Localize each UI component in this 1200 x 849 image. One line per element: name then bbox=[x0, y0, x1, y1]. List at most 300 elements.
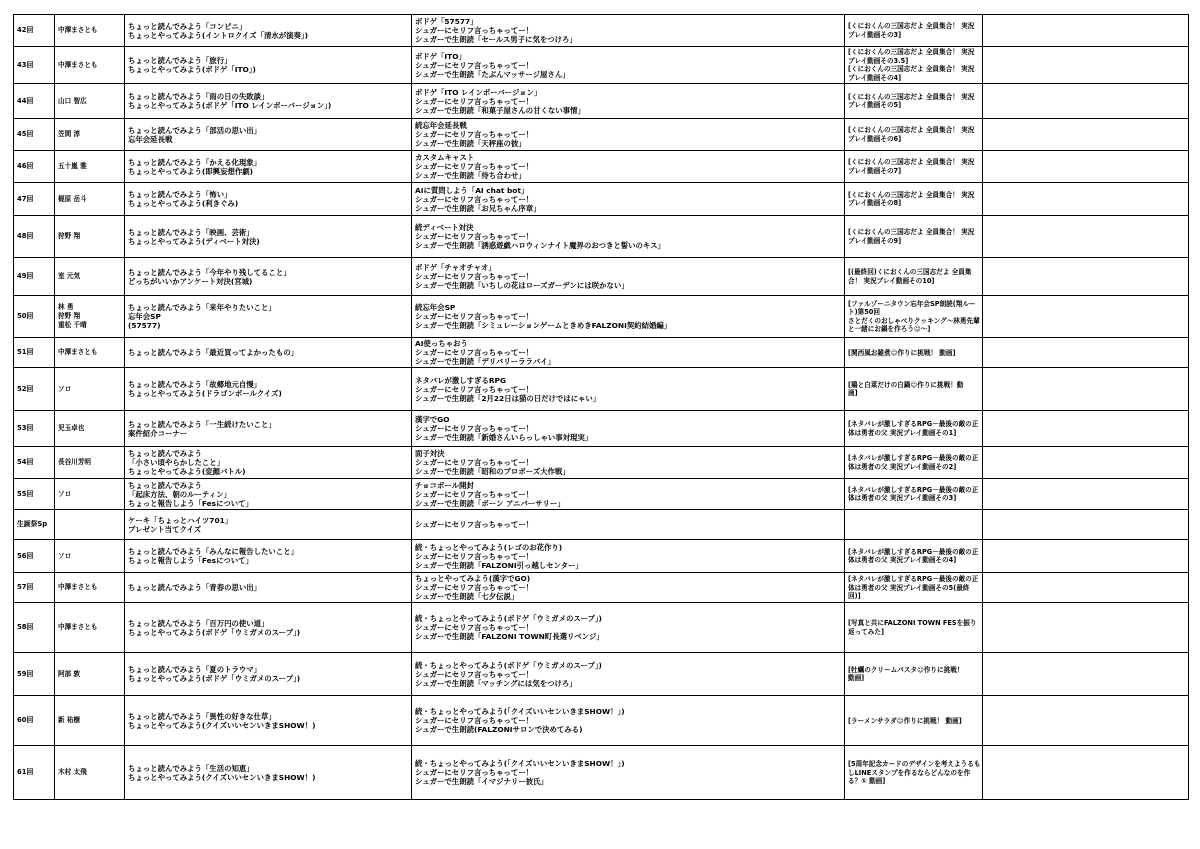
table-row bbox=[14, 258, 1189, 296]
segment-cell-line: シュガーで生朗読「2月22日は猫の日だけではにゃい」 bbox=[415, 393, 601, 403]
table-row bbox=[14, 447, 1189, 479]
table-row bbox=[14, 540, 1189, 573]
cast-cell bbox=[55, 603, 125, 653]
extra-cell-line: [くにおくんの三国志だよ 全員集合！ 実況 bbox=[848, 126, 975, 135]
cast-cell bbox=[55, 183, 125, 216]
episode-table-body bbox=[14, 15, 1189, 800]
segment-cell-line: ボドゲ「ITO」 bbox=[415, 51, 466, 61]
cast-cell bbox=[55, 119, 125, 151]
corner-cell bbox=[125, 573, 412, 603]
cast-cell bbox=[55, 411, 125, 447]
corner-cell bbox=[125, 510, 412, 540]
extra-cell bbox=[845, 258, 983, 296]
corner-cell-line: ちょっと読んでみよう「かえる化現象」 bbox=[128, 157, 262, 167]
segment-cell-line: シュガーで生朗読「七夕伝説」 bbox=[415, 592, 519, 602]
cast-cell-line: 山口 智広 bbox=[58, 96, 87, 105]
blank-cell bbox=[983, 447, 1189, 479]
episode-number: 44回 bbox=[14, 84, 55, 119]
segment-cell-line: 漢字でGO bbox=[415, 415, 450, 425]
segment-cell-line: 面子対決 bbox=[415, 449, 445, 459]
segment-cell-line: シュガーで生朗読「FALZONI TOWN町長選リベンジ」 bbox=[415, 632, 604, 642]
table-row bbox=[14, 653, 1189, 696]
corner-cell-line: ちょっと読んでみよう「旅行」 bbox=[128, 56, 232, 66]
extra-cell-line: プレイ動画その3.5] bbox=[848, 56, 909, 65]
segment-cell-line: ボドゲ「ITO レインボーバージョン」 bbox=[415, 87, 542, 97]
episode-number: 57回 bbox=[14, 573, 55, 603]
extra-cell-line: ト)第50回 bbox=[848, 308, 880, 317]
segment-cell-line: シュガーにセリフ言っちゃってー！ bbox=[415, 26, 534, 35]
corner-cell-line: ちょっとやってみよう(ボドゲ「ITO」) bbox=[128, 65, 256, 75]
corner-cell-line: 案件紹介コーナー bbox=[128, 428, 188, 438]
extra-cell-line: 返ってみた] bbox=[848, 627, 884, 636]
corner-cell bbox=[125, 183, 412, 216]
corner-cell-line: ちょっとやってみよう(ボドゲ「ITO レインボーバージョン」) bbox=[128, 101, 332, 111]
segment-cell bbox=[412, 510, 845, 540]
cast-cell bbox=[55, 746, 125, 800]
cast-cell-line: 室 元気 bbox=[58, 272, 81, 281]
corner-cell-line: ちょっと報告しよう「Fesについて」 bbox=[128, 556, 253, 566]
episode-number: 43回 bbox=[14, 47, 55, 84]
corner-cell-line: ちょっとやってみよう(変顔バトル) bbox=[128, 467, 246, 477]
cast-cell bbox=[55, 510, 125, 540]
cast-cell bbox=[55, 84, 125, 119]
cast-cell-line: 中澤まさとも bbox=[58, 348, 98, 357]
cast-cell-line: 長谷川芳明 bbox=[58, 458, 91, 467]
extra-cell-line: [ファルゾーニタウン忘年会SP朗読(翔ルー bbox=[848, 299, 976, 308]
corner-cell-line: ちょっと読んでみよう「部活の思い出」 bbox=[128, 125, 262, 135]
blank-cell bbox=[983, 653, 1189, 696]
extra-cell bbox=[845, 573, 983, 603]
episode-number: 45回 bbox=[14, 119, 55, 151]
blank-cell bbox=[983, 151, 1189, 183]
blank-cell bbox=[983, 338, 1189, 368]
corner-cell-line: ちょっとやってみよう(イントロクイズ「清水が演奏」) bbox=[128, 30, 308, 40]
extra-cell-line: 体は勇者の父 実況プレイ動画その1] bbox=[848, 428, 957, 437]
table-row bbox=[14, 573, 1189, 603]
corner-cell-line: ちょっと読んでみよう「生活の知恵」 bbox=[128, 763, 254, 773]
corner-cell bbox=[125, 151, 412, 183]
segment-cell-line: シュガーで生朗読「デリバリーララバイ」 bbox=[415, 357, 556, 367]
episode-number: 42回 bbox=[14, 15, 55, 47]
corner-cell-line: ちょっとやってみよう(クイズいいセンいきまSHOW！) bbox=[128, 772, 316, 782]
segment-cell-line: シュガーで生朗読「セールス男子に気をつけろ」 bbox=[415, 35, 577, 44]
blank-cell bbox=[983, 603, 1189, 653]
table-row bbox=[14, 696, 1189, 746]
segment-cell bbox=[412, 338, 845, 368]
episode-number: 60回 bbox=[14, 696, 55, 746]
extra-cell-line: プレイ動画その9] bbox=[848, 236, 902, 245]
segment-cell-line: シュガーで生朗読「イマジナリー彼氏」 bbox=[415, 777, 548, 787]
cast-cell bbox=[55, 216, 125, 258]
segment-cell-line: シュガーにセリフ言っちゃってー！ bbox=[415, 162, 534, 172]
extra-cell bbox=[845, 15, 983, 47]
table-row bbox=[14, 510, 1189, 540]
corner-cell bbox=[125, 653, 412, 696]
table-row bbox=[14, 338, 1189, 368]
table-row bbox=[14, 47, 1189, 84]
corner-cell bbox=[125, 479, 412, 510]
extra-cell-line: 画] bbox=[848, 389, 858, 398]
extra-cell bbox=[845, 119, 983, 151]
extra-cell-line: プレイ動画その5] bbox=[848, 101, 902, 110]
cast-cell bbox=[55, 540, 125, 573]
segment-cell-line: シュガーにセリフ言っちゃってー！ bbox=[415, 583, 534, 593]
corner-cell bbox=[125, 696, 412, 746]
table-row bbox=[14, 479, 1189, 510]
extra-cell-line: [くにおくんの三国志だよ 全員集合！ 実況 bbox=[848, 48, 975, 56]
segment-cell-line: シュガーで生朗読「いちしの花はローズガーデンには咲かない」 bbox=[415, 281, 629, 291]
segment-cell bbox=[412, 479, 845, 510]
extra-cell-line: プレイ動画その8] bbox=[848, 199, 902, 208]
segment-cell-line: シュガーにセリフ言っちゃってー！ bbox=[415, 716, 534, 726]
cast-cell bbox=[55, 479, 125, 510]
cast-cell-line: ソロ bbox=[58, 489, 72, 498]
corner-cell-line: ちょっとやってみよう(利きぐみ) bbox=[128, 199, 239, 209]
segment-cell-line: シュガーにセリフ言っちゃってー！ bbox=[415, 60, 534, 70]
corner-cell-line: ちょっと読んでみよう「最近買ってよかったもの」 bbox=[128, 348, 298, 358]
blank-cell bbox=[983, 573, 1189, 603]
cast-cell-line: ソロ bbox=[58, 384, 72, 393]
corner-cell-line: ちょっとやってみよう(ボドゲ「ウミガメのスープ」) bbox=[128, 627, 301, 637]
segment-cell-line: ボドゲ「57577」 bbox=[415, 17, 478, 26]
corner-cell bbox=[125, 258, 412, 296]
episode-number: 51回 bbox=[14, 338, 55, 368]
extra-cell bbox=[845, 296, 983, 338]
extra-cell-line: [写真と共にFALZONI TOWN FESを振り bbox=[848, 619, 977, 628]
segment-cell-line: シュガーにセリフ言っちゃってー！ bbox=[415, 272, 534, 282]
segment-cell-line: 続・ちょっとやってみよう(ボドゲ「ウミガメのスープ」) bbox=[415, 660, 602, 670]
segment-cell bbox=[412, 603, 845, 653]
segment-cell-line: シュガーで生朗読(FALZONIサロンで決めてみる) bbox=[415, 725, 583, 735]
cast-cell bbox=[55, 696, 125, 746]
corner-cell bbox=[125, 47, 412, 84]
cast-cell-line: 笠間 淳 bbox=[58, 130, 81, 139]
extra-cell bbox=[845, 447, 983, 479]
corner-cell-line: ちょっと読んでみよう「みんなに報告したいこと」 bbox=[128, 547, 298, 557]
corner-cell bbox=[125, 603, 412, 653]
corner-cell-line: 忘年会SP bbox=[128, 312, 161, 322]
corner-cell-line: ちょっと読んでみよう「来年やりたいこと」 bbox=[128, 303, 276, 313]
corner-cell-line: ちょっと読んでみよう「映画、芸術」 bbox=[128, 227, 254, 237]
extra-cell-line: しLINEスタンプを作るならどんなのを作 bbox=[848, 768, 971, 777]
extra-cell-line: [くにおくんの三国志だよ 全員集合！ 実況 bbox=[848, 65, 975, 74]
extra-cell-line: [(最終回)くにおくんの三国志だよ 全員集 bbox=[848, 268, 972, 277]
blank-cell bbox=[983, 216, 1189, 258]
segment-cell bbox=[412, 653, 845, 696]
episode-number: 52回 bbox=[14, 368, 55, 411]
extra-cell bbox=[845, 746, 983, 800]
extra-cell-line: [くにおくんの三国志だよ 全員集合！ 実況 bbox=[848, 158, 975, 167]
segment-cell bbox=[412, 84, 845, 119]
corner-cell-line: (57577) bbox=[128, 321, 161, 331]
corner-cell-line: ちょっと読んでみよう「怖い」 bbox=[128, 190, 232, 200]
segment-cell-line: シュガーにセリフ言っちゃってー！ bbox=[415, 312, 534, 322]
table-row bbox=[14, 411, 1189, 447]
extra-cell-line: [ラーメンサラダ☺作りに挑戦！ 動画] bbox=[848, 716, 962, 725]
cast-cell-line: 中澤まさとも bbox=[58, 26, 98, 34]
corner-cell-line: 「起床方法、朝のルーティン」 bbox=[128, 489, 231, 499]
corner-cell-line: 忘年会延長戦 bbox=[128, 134, 173, 144]
corner-cell bbox=[125, 540, 412, 573]
extra-cell bbox=[845, 368, 983, 411]
segment-cell bbox=[412, 540, 845, 573]
blank-cell bbox=[983, 368, 1189, 411]
extra-cell-line: [くにおくんの三国志だよ 全員集合！ 実況 bbox=[848, 190, 975, 199]
cast-cell bbox=[55, 338, 125, 368]
extra-cell bbox=[845, 338, 983, 368]
corner-cell bbox=[125, 368, 412, 411]
segment-cell bbox=[412, 151, 845, 183]
corner-cell-line: ちょっと読んでみよう bbox=[128, 480, 202, 490]
cast-cell bbox=[55, 447, 125, 479]
segment-cell-line: カスタムキャスト bbox=[415, 153, 475, 163]
episode-number: 59回 bbox=[14, 653, 55, 696]
extra-cell-line: [5周年記念カードのデザインを考えようるも bbox=[848, 759, 981, 768]
extra-cell bbox=[845, 411, 983, 447]
extra-cell-line: さとだくのおしゃべりクッキング～林勇先輩 bbox=[848, 316, 980, 325]
corner-cell-line: ちょっと読んでみよう「一生続けたいこと」 bbox=[128, 419, 276, 429]
corner-cell-line: ちょっとやってみよう(ドラゴンボールクイズ) bbox=[128, 389, 282, 399]
segment-cell-line: チョコボール開封 bbox=[415, 480, 474, 490]
segment-cell-line: 続忘年会延長戦 bbox=[415, 121, 467, 131]
blank-cell bbox=[983, 510, 1189, 540]
cast-cell bbox=[55, 573, 125, 603]
segment-cell-line: ちょっとやってみよう(漢字でGO) bbox=[415, 574, 531, 584]
extra-cell bbox=[845, 479, 983, 510]
cast-cell bbox=[55, 368, 125, 411]
segment-cell-line: AI使っちゃおう bbox=[415, 339, 468, 349]
cast-cell-line: ソロ bbox=[58, 551, 72, 560]
segment-cell bbox=[412, 411, 845, 447]
extra-cell bbox=[845, 540, 983, 573]
episode-number: 54回 bbox=[14, 447, 55, 479]
extra-cell-line: 体は勇者の父 実況プレイ動画その4] bbox=[848, 556, 957, 565]
extra-cell-line: 動画] bbox=[848, 674, 865, 683]
corner-cell-line: ちょっとやってみよう(ディベート対決) bbox=[128, 236, 260, 246]
segment-cell-line: 続・ちょっとやってみよう(「クイズいいセンいきまSHOW！」) bbox=[415, 707, 625, 717]
blank-cell bbox=[983, 479, 1189, 510]
segment-cell-line: 続忘年会SP bbox=[415, 303, 456, 313]
extra-cell-line: 体は勇者の父 実況プレイ動画その5(最終 bbox=[848, 583, 970, 592]
extra-cell-line: [くにおくんの三国志だよ 全員集合！ 実況 bbox=[848, 228, 975, 237]
segment-cell-line: シュガーで生朗読「新婚さんいらっしゃい事対現実」 bbox=[415, 433, 593, 443]
cast-cell-line: 狩野 翔 bbox=[58, 232, 81, 241]
extra-cell bbox=[845, 151, 983, 183]
segment-cell bbox=[412, 447, 845, 479]
segment-cell bbox=[412, 368, 845, 411]
cast-cell-line: 木村 太飛 bbox=[58, 768, 87, 777]
cast-cell-line: 五十嵐 雅 bbox=[58, 162, 87, 171]
extra-cell-line: [ネタバレが激しすぎるRPG－最後の敵の正 bbox=[848, 574, 979, 583]
episode-number: 58回 bbox=[14, 603, 55, 653]
table-row bbox=[14, 119, 1189, 151]
extra-cell-line: [くにおくんの三国志だよ 全員集合！ 実況 bbox=[848, 21, 975, 30]
extra-cell-line: る？① 動画] bbox=[848, 777, 886, 786]
segment-cell-line: ネタバレが激しすぎるRPG bbox=[415, 375, 507, 385]
extra-cell-line: [ネタバレが激しすぎるRPG－最後の敵の正 bbox=[848, 454, 979, 463]
extra-cell-line: と一緒にお鍋を作ろう☺～] bbox=[848, 325, 931, 334]
extra-cell-line: [くにおくんの三国志だよ 全員集合！ 実況 bbox=[848, 92, 975, 101]
episode-number: 55回 bbox=[14, 479, 55, 510]
extra-cell-line: [牡蠣のクリームパスタ☺作りに挑戦！ bbox=[848, 665, 964, 674]
table-row bbox=[14, 183, 1189, 216]
extra-cell bbox=[845, 603, 983, 653]
episode-number: 生誕祭Sp bbox=[14, 510, 55, 540]
segment-cell bbox=[412, 696, 845, 746]
episode-number: 47回 bbox=[14, 183, 55, 216]
extra-cell-line: [関西風お雑煮☺作りに挑戦！ 動画] bbox=[848, 348, 956, 357]
segment-cell-line: 続・ちょっとやってみよう(ボドゲ「ウミガメのスープ」) bbox=[415, 614, 602, 624]
episode-number: 49回 bbox=[14, 258, 55, 296]
corner-cell bbox=[125, 411, 412, 447]
segment-cell bbox=[412, 573, 845, 603]
segment-cell bbox=[412, 183, 845, 216]
corner-cell-line: ちょっと読んでみよう「夏のトラウマ」 bbox=[128, 665, 262, 675]
segment-cell-line: シュガーにセリフ言っちゃってー！ bbox=[415, 458, 534, 468]
corner-cell-line: ちょっとやってみよう(即興妄想作劇) bbox=[128, 166, 254, 176]
table-row bbox=[14, 296, 1189, 338]
extra-cell-line: 回)] bbox=[848, 592, 861, 601]
corner-cell-line: ケーキ「ちょっとハイツ701」 bbox=[128, 515, 233, 525]
table-row bbox=[14, 216, 1189, 258]
segment-cell-line: シュガーにセリフ言っちゃってー！ bbox=[415, 768, 534, 778]
corner-cell-line: ちょっとやってみよう(ボドゲ「ウミガメのスープ」) bbox=[128, 674, 301, 684]
corner-cell-line: プレゼント当てクイズ bbox=[128, 524, 202, 534]
segment-cell-line: シュガーで生朗読「ボーン アニバーサリー」 bbox=[415, 498, 565, 508]
blank-cell bbox=[983, 296, 1189, 338]
corner-cell bbox=[125, 447, 412, 479]
table-row bbox=[14, 603, 1189, 653]
corner-cell-line: ちょっと報告しよう「Fesについて」 bbox=[128, 498, 253, 508]
extra-cell-line: プレイ動画その7] bbox=[848, 166, 902, 175]
episode-number: 56回 bbox=[14, 540, 55, 573]
segment-cell-line: シュガーにセリフ言っちゃってー！ bbox=[415, 194, 534, 204]
extra-cell-line: プレイ動画その4] bbox=[848, 73, 902, 82]
segment-cell-line: ボドゲ「チャオチャオ」 bbox=[415, 263, 496, 273]
extra-cell-line: [ネタバレが激しすぎるRPG－最後の敵の正 bbox=[848, 485, 979, 494]
segment-cell-line: シュガーで生朗読「天秤座の彼」 bbox=[415, 139, 526, 149]
corner-cell-line: ちょっと読んでみよう「百万円の使い道」 bbox=[128, 618, 269, 628]
cast-cell bbox=[55, 296, 125, 338]
extra-cell bbox=[845, 84, 983, 119]
segment-cell-line: シュガーにセリフ言っちゃってー！ bbox=[415, 489, 534, 499]
corner-cell-line: ちょっと読んでみよう「故郷地元自慢」 bbox=[128, 380, 262, 390]
segment-cell bbox=[412, 746, 845, 800]
segment-cell-line: シュガーにセリフ言っちゃってー！ bbox=[415, 130, 534, 140]
corner-cell-line: 「小さい頃やらかしたこと」 bbox=[128, 458, 225, 468]
segment-cell-line: シュガーで生朗読「昭和のプロポーズ大作戦」 bbox=[415, 467, 570, 477]
cast-cell-line: 中澤まさとも bbox=[58, 583, 98, 592]
extra-cell bbox=[845, 653, 983, 696]
table-row bbox=[14, 151, 1189, 183]
segment-cell-line: シュガーにセリフ言っちゃってー！ bbox=[415, 96, 534, 106]
segment-cell-line: シュガーにセリフ言っちゃってー！ bbox=[415, 232, 534, 242]
corner-cell-line: ちょっと読んでみよう「雨の日の失敗談」 bbox=[128, 92, 269, 102]
segment-cell-line: AIに質問しよう「AI chat bot」 bbox=[415, 185, 529, 195]
cast-cell-line: 阿部 敦 bbox=[58, 669, 81, 678]
episode-number: 50回 bbox=[14, 296, 55, 338]
segment-cell bbox=[412, 296, 845, 338]
cast-cell-line: 重松 千晴 bbox=[58, 321, 87, 330]
extra-cell-line: [ネタバレが激しすぎるRPG－最後の敵の正 bbox=[848, 420, 979, 429]
extra-cell bbox=[845, 47, 983, 84]
extra-cell-line: [鶏と白菜だけの白鍋☺作りに挑戦！動 bbox=[848, 380, 964, 389]
segment-cell-line: シュガーで生朗読「FALZONI引っ越しセンター」 bbox=[415, 560, 583, 570]
corner-cell-line: ちょっと読んでみよう「コンビニ」 bbox=[128, 21, 247, 31]
segment-cell-line: シュガーで生朗読「お兄ちゃん序章」 bbox=[415, 203, 541, 213]
segment-cell bbox=[412, 15, 845, 47]
blank-cell bbox=[983, 696, 1189, 746]
segment-cell-line: シュガーにセリフ言っちゃってー！ bbox=[415, 669, 534, 679]
corner-cell bbox=[125, 746, 412, 800]
segment-cell-line: シュガーで生朗読「和菓子屋さんの甘くない事情」 bbox=[415, 105, 585, 115]
blank-cell bbox=[983, 746, 1189, 800]
table-row bbox=[14, 84, 1189, 119]
segment-cell-line: シュガーにセリフ言っちゃってー！ bbox=[415, 424, 534, 434]
blank-cell bbox=[983, 47, 1189, 84]
episode-number: 46回 bbox=[14, 151, 55, 183]
table-row bbox=[14, 368, 1189, 411]
cast-cell bbox=[55, 151, 125, 183]
corner-cell-line: ちょっと読んでみよう「青春の思い出」 bbox=[128, 583, 262, 593]
extra-cell bbox=[845, 216, 983, 258]
blank-cell bbox=[983, 183, 1189, 216]
cast-cell bbox=[55, 15, 125, 47]
corner-cell bbox=[125, 216, 412, 258]
extra-cell bbox=[845, 696, 983, 746]
segment-cell-line: シュガーで生朗読「たぶんマッサージ屋さん」 bbox=[415, 69, 570, 79]
segment-cell-line: 続ディベート対決 bbox=[415, 223, 474, 233]
segment-cell-line: 続・ちょっとやってみよう(「クイズいいセンいきまSHOW！」) bbox=[415, 759, 625, 769]
corner-cell bbox=[125, 119, 412, 151]
corner-cell bbox=[125, 15, 412, 47]
extra-cell-line: プレイ動画その3] bbox=[848, 30, 902, 39]
corner-cell bbox=[125, 296, 412, 338]
blank-cell bbox=[983, 540, 1189, 573]
cast-cell-line: 梶原 岳斗 bbox=[58, 194, 87, 203]
cast-cell-line: 狩野 翔 bbox=[58, 312, 81, 321]
corner-cell-line: どっちがいいかアンケート対決(宮城) bbox=[128, 276, 253, 286]
segment-cell-line: シュガーで生朗読「マッチングには気をつけろ」 bbox=[415, 678, 577, 688]
cast-cell-line: 中澤まさとも bbox=[58, 623, 98, 632]
segment-cell bbox=[412, 47, 845, 84]
blank-cell bbox=[983, 15, 1189, 47]
blank-cell bbox=[983, 84, 1189, 119]
extra-cell bbox=[845, 183, 983, 216]
extra-cell-line: 合！ 実況プレイ動画その10] bbox=[848, 276, 935, 285]
segment-cell-line: シュガーにセリフ言っちゃってー！ bbox=[415, 384, 534, 394]
cast-cell bbox=[55, 47, 125, 84]
segment-cell-line: シュガーにセリフ言っちゃってー！ bbox=[415, 551, 534, 561]
cast-cell-line: 児玉卓也 bbox=[58, 424, 85, 433]
episode-number: 53回 bbox=[14, 411, 55, 447]
segment-cell bbox=[412, 258, 845, 296]
segment-cell-line: 続・ちょっとやってみよう(レゴのお花作り) bbox=[415, 542, 563, 552]
episode-table bbox=[13, 14, 1189, 800]
segment-cell bbox=[412, 216, 845, 258]
extra-cell-line: 体は勇者の父 実況プレイ動画その2] bbox=[848, 462, 957, 471]
extra-cell bbox=[845, 510, 983, 540]
segment-cell bbox=[412, 119, 845, 151]
table-row bbox=[14, 746, 1189, 800]
segment-cell-line: シュガーで生朗読「シミュレーションゲームときめきFALZONI契約結婚編」 bbox=[415, 321, 672, 331]
segment-cell-line: シュガーにセリフ言っちゃってー！ bbox=[415, 520, 534, 530]
cast-cell-line: 中澤まさとも bbox=[58, 60, 98, 69]
table-row bbox=[14, 15, 1189, 47]
segment-cell-line: シュガーにセリフ言っちゃってー！ bbox=[415, 623, 534, 633]
blank-cell bbox=[983, 258, 1189, 296]
blank-cell bbox=[983, 119, 1189, 151]
